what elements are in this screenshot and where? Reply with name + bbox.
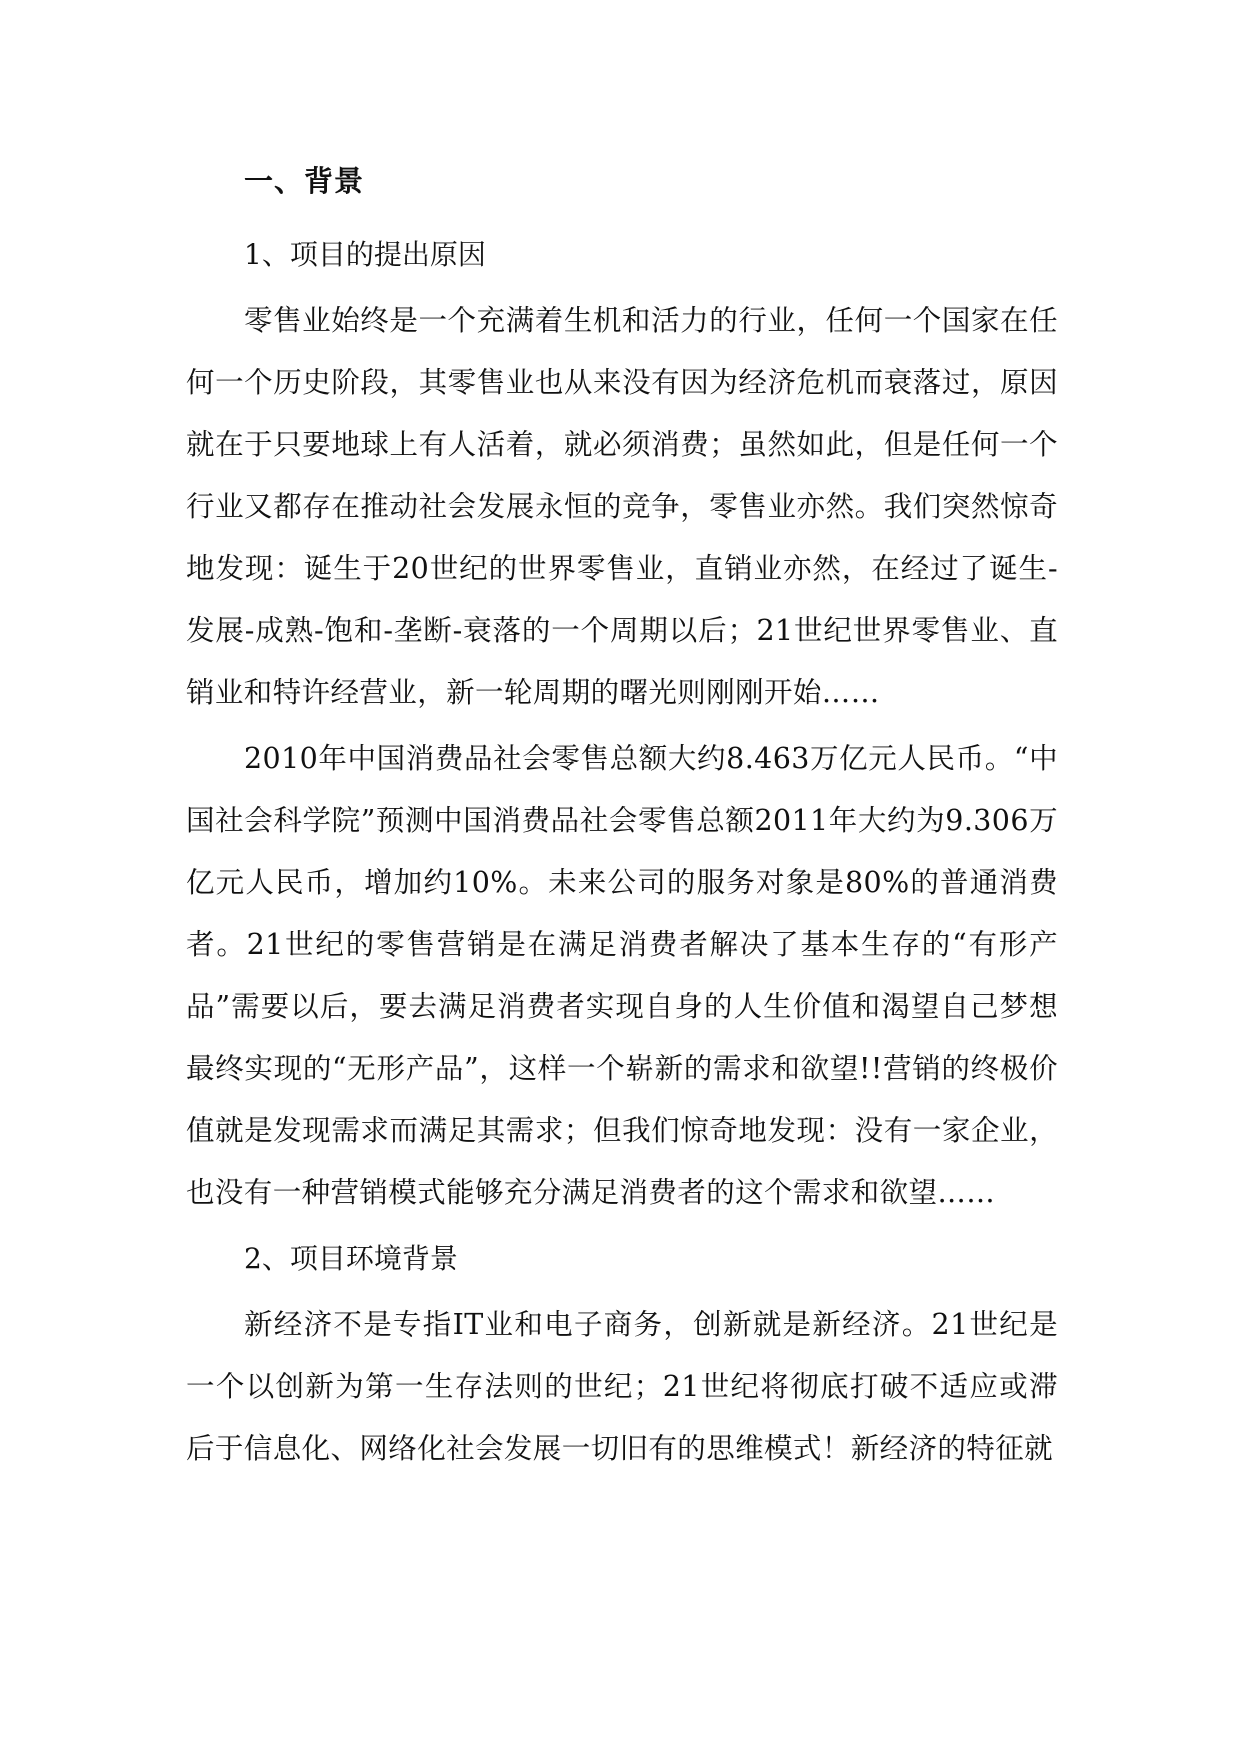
paragraph-new-economy: 新经济不是专指IT业和电子商务，创新就是新经济。21世纪是一个以创新为第一生存法则的世纪；21世纪将彻底打破不适应或滞后于信息化、网络化社会发展一切旧有的思维模式！新经济的特征就 bbox=[186, 1308, 1058, 1465]
document-page bbox=[186, 150, 1058, 1484]
subsection-title-environment: 2、项目环境背景 bbox=[244, 1242, 458, 1275]
section-title: 一、背景 bbox=[244, 164, 365, 198]
paragraph-market-figures: 2010年中国消费品社会零售总额大约8.463万亿元人民币。“中国社会科学院”预测中国消费品社会零售总额2011年大约为9.306万亿元人民币，增加约10%。未来公司的服务对象是80%的普通消费者。21世纪的零售营销是在满足消费者解决了基本生存的“有形产品”需要以后，要去满足消费者实现自身的人生价值和渴望自己梦想最终实现的“无形产品”，这样一个崭新的需求和欲望!!营销的终极价值就是发现需求而满足其需求；但我们惊奇地发现：没有一家企业，也没有一种营销模式能够充分满足消费者的这个需求和欲望…… bbox=[186, 742, 1058, 1209]
subsection-title-reasons: 1、项目的提出原因 bbox=[244, 238, 486, 271]
paragraph-retail-industry: 零售业始终是一个充满着生机和活力的行业，任何一个国家在任何一个历史阶段，其零售业也从来没有因为经济危机而衰落过，原因就在于只要地球上有人活着，就必须消费；虽然如此，但是任何一个行业又都存在推动社会发展永恒的竞争，零售业亦然。我们突然惊奇地发现：诞生于20世纪的世界零售业，直销业亦然，在经过了诞生-发展-成熟-饱和-垄断-衰落的一个周期以后；21世纪世界零售业、直销业和特许经营业，新一轮周期的曙光则刚刚开始…… bbox=[186, 304, 1058, 709]
